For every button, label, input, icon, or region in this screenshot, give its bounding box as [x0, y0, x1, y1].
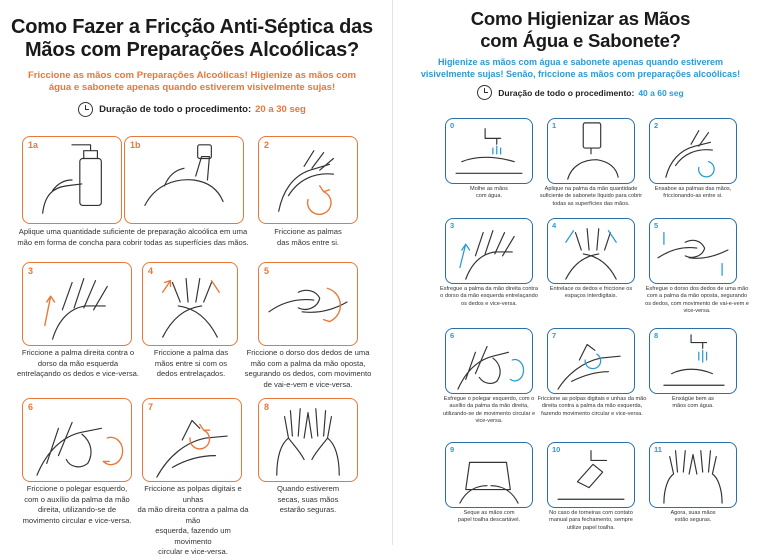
alcohol-rub-page [0, 0, 384, 556]
pump-bottle-icon [23, 137, 121, 223]
alcohol-title: Como Fazer a Fricção Anti-Séptica das Mãos com Preparações Alcoólicas? [11, 16, 373, 61]
water-title: Como Higienizar as Mãos com Água e Sabonete? [470, 8, 691, 51]
water-step-6-caption: Esfregue o polegar esquerdo, com o auxílio da palma da mão direita, utilizando-se de movimento circular e vice-versa. [442, 396, 536, 425]
water-step-11-caption: Agora, suas mãos estão seguras. [670, 510, 716, 524]
water-step-10-panel: 10 [547, 442, 635, 508]
towel-faucet-icon [548, 443, 634, 507]
water-step-5-panel: 5 [649, 218, 737, 284]
water-step-3-panel: 3 [445, 218, 533, 284]
alcohol-step-3-panel: 3 [22, 262, 132, 346]
water-step-10-caption: No caso de torneiras com contato manual para fechamento, sempre utilize papel toalha. [549, 510, 633, 531]
soap-dispenser-icon [548, 119, 634, 183]
alcohol-step-5-caption: Friccione o dorso dos dedos de uma mão com a palma da mão oposta, segurando os dedos, com movimento de vai-e-vem e vice-versa. [244, 348, 372, 389]
alcohol-subtitle: Friccione as mãos com Preparações Alcoólicas! Higienize as mãos com água e sabonete apenas quando estiverem visivelmente sujas! [27, 70, 357, 93]
interlocked-fingers-icon [259, 263, 357, 345]
alcohol-step-8-panel: 8 [258, 398, 358, 482]
water-step-4-caption: Entrelace os dedos e friccione os espaços interdigitais. [549, 286, 633, 300]
water-step-9-panel: 9 [445, 442, 533, 508]
alcohol-step-6-panel: 6 [22, 398, 132, 482]
alcohol-step-2-panel: 2 [258, 136, 358, 224]
alcohol-step-4-panel: 4 [142, 262, 238, 346]
water-step-8-caption: Enxágüe bem as mãos com água. [672, 396, 714, 410]
paper-towel-icon [446, 443, 532, 507]
open-hands-icon [650, 443, 736, 507]
water-step-7-panel: 7 [547, 328, 635, 394]
fingertips-rotation-icon [548, 329, 634, 393]
interlocked-fingers-icon [650, 219, 736, 283]
interlaced-fingers-icon [548, 219, 634, 283]
alcohol-duration: Duração de todo o procedimento: 20 a 30 seg [0, 102, 384, 117]
alcohol-step-1a-panel: 1a [22, 136, 122, 224]
water-subtitle: Higienize as mãos com água e sabonete apenas quando estiverem visivelmente sujas! Senão, friccione as mãos com preparações alcoólicas! [420, 57, 741, 79]
alcohol-step-7-panel: 7 [142, 398, 242, 482]
clock-icon [78, 102, 93, 117]
clock-icon [477, 85, 492, 100]
cupped-hand-icon [125, 137, 243, 223]
water-step-2-panel: 2 [649, 118, 737, 184]
water-step-4-panel: 4 [547, 218, 635, 284]
alcohol-step-6-caption: Friccione o polegar esquerdo, com o auxílio da palma da mão direita, utilizando-se de movimento circular e vice-versa. [22, 484, 132, 525]
alcohol-step-5-panel: 5 [258, 262, 358, 346]
water-step-2-caption: Ensaboe as palmas das mãos, friccionando-as entre si. [654, 186, 732, 200]
water-step-1-caption: Aplique na palma da mão quantidade suficiente de sabonete líquido para cobrir todas as superfícies das mãos. [539, 186, 643, 207]
water-step-8-panel: 8 [649, 328, 737, 394]
water-step-3-caption: Esfregue a palma da mão direita contra o dorso da mão esquerda entrelaçando os dedos e vice-versa. [440, 286, 538, 307]
palm-over-back-icon [446, 219, 532, 283]
water-step-0-caption: Molhe as mãos com água. [470, 186, 508, 200]
soap-water-page [392, 0, 768, 545]
palms-rubbing-icon [259, 137, 357, 223]
water-step-11-panel: 11 [649, 442, 737, 508]
alcohol-step-3-caption: Friccione a palma direita contra o dorso da mão esquerda entrelaçando os dedos e vice-versa. [17, 348, 139, 378]
water-duration: Duração de todo o procedimento: 40 a 60 seg [393, 85, 768, 100]
alcohol-step-7-caption: Friccione as polpas digitais e unhas da mão direita contra a palma da mão esquerda, fazendo um movimento circular e vice-versa. [137, 484, 249, 556]
fingertips-rotation-icon [143, 399, 241, 481]
alcohol-step-4-caption: Friccione a palma das mãos entre si com os dedos entrelaçados. [153, 348, 229, 378]
alcohol-step-1b-panel: 1b [124, 136, 244, 224]
water-step-7-caption: Friccione as polpas digitais e unhas da mão direita contra a palma da mão esquerda, fazendo movimento circular e vice-versa. [537, 396, 647, 417]
water-step-5-caption: Esfregue o dorso dos dedos de uma mão com a palma da mão oposta, segurando os dedos, com movimento de vai-e-vem e vice-versa. [645, 286, 749, 315]
alcohol-step-8-caption: Quando estiverem secas, suas mãos estarão seguras. [276, 484, 340, 514]
rinse-icon [650, 329, 736, 393]
interlaced-fingers-icon [143, 263, 237, 345]
palm-over-back-icon [23, 263, 131, 345]
water-step-1-panel: 1 [547, 118, 635, 184]
thumb-rotation-icon [446, 329, 532, 393]
water-step-0-panel: 0 [445, 118, 533, 184]
alcohol-step-2-caption: Friccione as palmas das mãos entre si. [274, 227, 342, 247]
water-step-6-panel: 6 [445, 328, 533, 394]
palms-rubbing-icon [650, 119, 736, 183]
alcohol-step-1-caption: Aplique uma quantidade suficiente de preparação alcoólica em uma mão em forma de concha para cobrir todas as superfícies das mãos. [17, 227, 249, 247]
thumb-rotation-icon [23, 399, 131, 481]
open-hands-icon [259, 399, 357, 481]
faucet-icon [446, 119, 532, 183]
water-step-9-caption: Seque as mãos com papel toalha descartável. [457, 510, 521, 524]
